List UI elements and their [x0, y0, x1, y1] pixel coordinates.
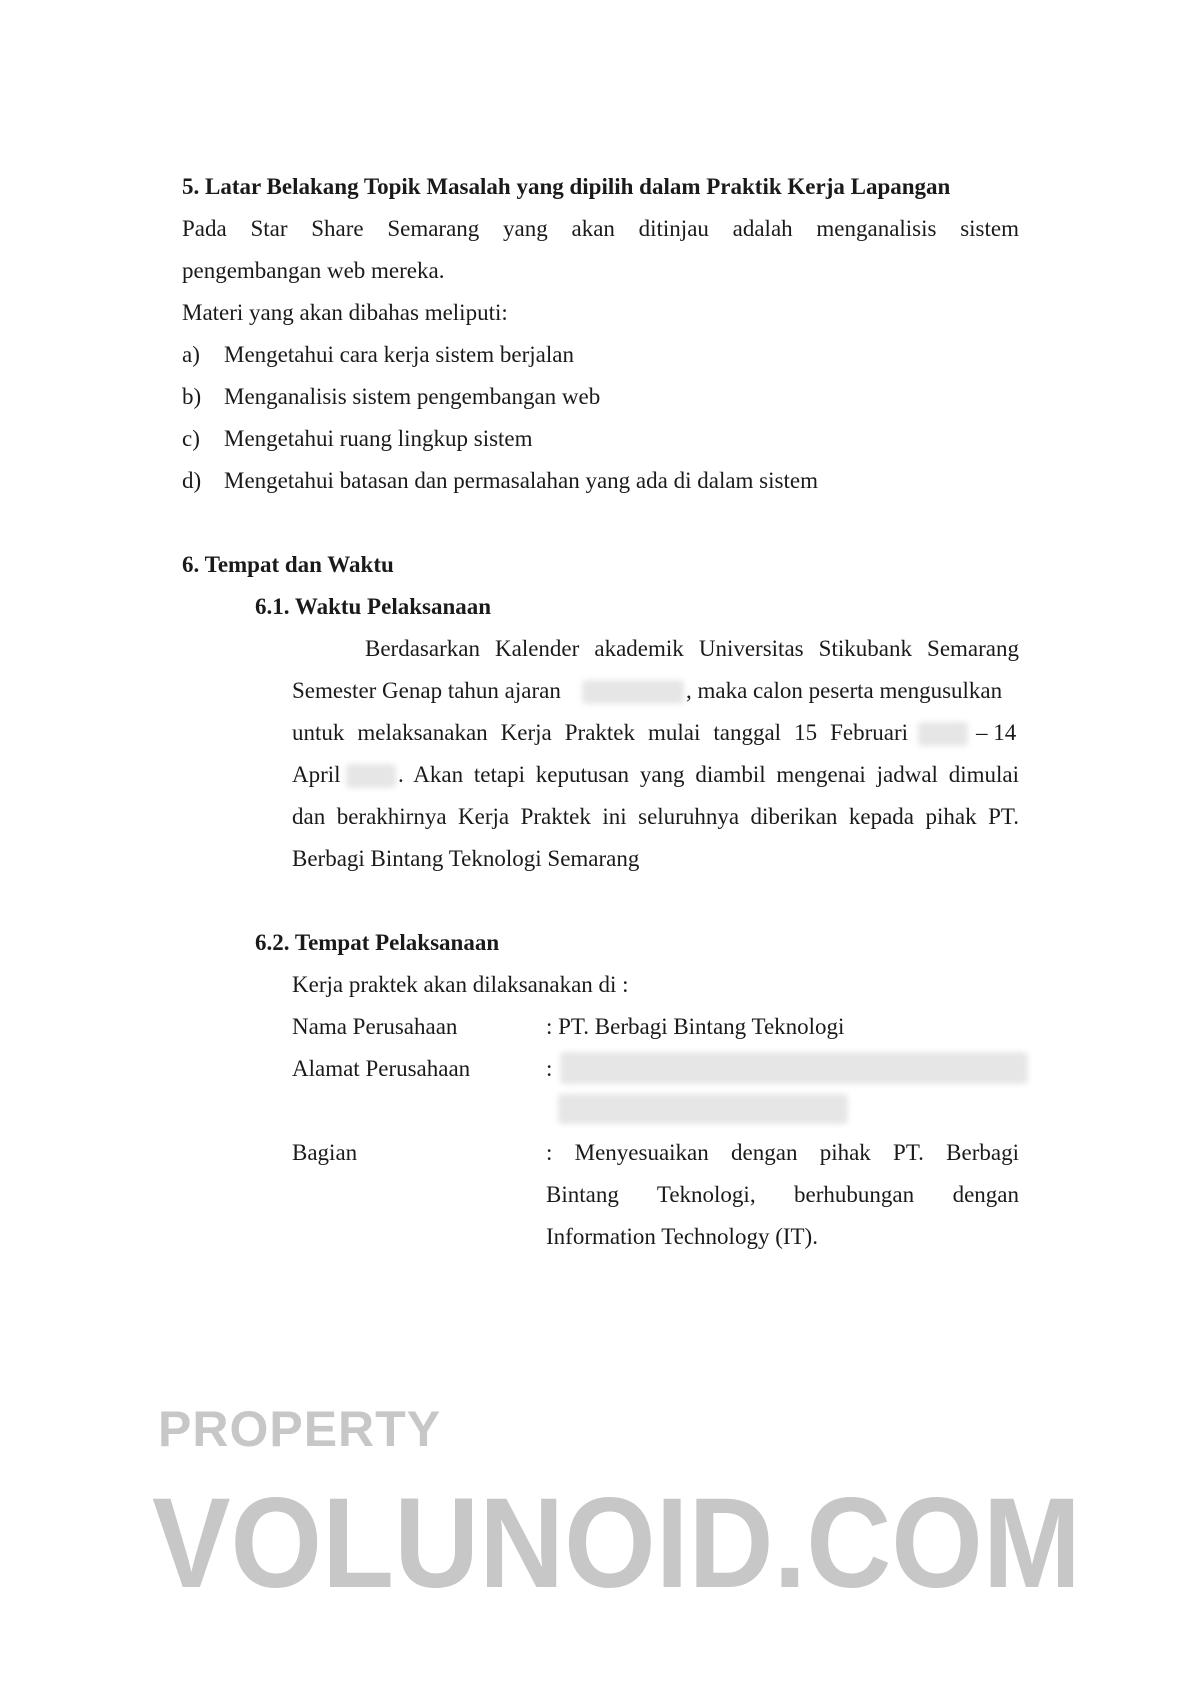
- section-5-heading: 5. Latar Belakang Topik Masalah yang dipilih dalam Praktik Kerja Lapangan: [182, 174, 951, 199]
- redacted-address-line2: [558, 1094, 848, 1124]
- list-marker: d): [182, 468, 202, 493]
- waktu-line2-a: Semester Genap tahun ajaran: [292, 678, 561, 703]
- section-5-paragraph-line2: pengembangan web mereka.: [182, 258, 445, 283]
- section-6-2-heading: 6.2. Tempat Pelaksanaan: [255, 930, 500, 955]
- tempat-intro: Kerja praktek akan dilaksanakan di :: [292, 972, 629, 997]
- waktu-line2-b: , maka calon peserta mengusulkan: [686, 678, 1003, 703]
- redacted-year: [346, 764, 396, 788]
- waktu-line6: Berbagi Bintang Teknologi Semarang: [292, 846, 640, 871]
- list-marker: a): [182, 342, 200, 367]
- section-6-heading: 6. Tempat dan Waktu: [182, 552, 394, 577]
- waktu-line3-b: – 14: [976, 720, 1017, 745]
- waktu-line1: Berdasarkan Kalender akademik Universitas Stikubank Semarang: [365, 636, 1019, 661]
- section-6-1-heading: 6.1. Waktu Pelaksanaan: [255, 594, 492, 619]
- waktu-line3-a: untuk melaksanakan Kerja Praktek mulai tanggal 15 Februari: [292, 720, 908, 745]
- watermark-site: VOLUNOID.COM: [152, 1472, 1081, 1615]
- list-item: Mengetahui batasan dan permasalahan yang ada di dalam sistem: [224, 468, 818, 493]
- row-label: Bagian: [292, 1140, 358, 1165]
- waktu-line4-b: . Akan tetapi keputusan yang diambil mengenai jadwal dimulai: [398, 762, 1019, 787]
- row-value: Information Technology (IT).: [546, 1224, 818, 1249]
- redacted-year: [918, 722, 968, 746]
- redacted-address-line1: [560, 1052, 1028, 1084]
- list-item: Menganalisis sistem pengembangan web: [224, 384, 601, 409]
- list-marker: c): [182, 426, 200, 451]
- row-value: Bintang Teknologi, berhubungan dengan: [546, 1182, 1019, 1207]
- list-item: Mengetahui ruang lingkup sistem: [224, 426, 533, 451]
- section-5-paragraph-line1: Pada Star Share Semarang yang akan ditinjau adalah menganalisis sistem: [182, 216, 1019, 241]
- redacted-year: [582, 680, 684, 704]
- list-item: Mengetahui cara kerja sistem berjalan: [224, 342, 574, 367]
- watermark-property: PROPERTY: [158, 1401, 442, 1457]
- waktu-line5: dan berakhirnya Kerja Praktek ini seluruhnya diberikan kepada pihak PT.: [292, 804, 1019, 829]
- row-label: Alamat Perusahaan: [292, 1056, 471, 1081]
- row-value: : PT. Berbagi Bintang Teknologi: [546, 1014, 845, 1039]
- list-marker: b): [182, 384, 202, 409]
- waktu-line4-a: April: [292, 762, 341, 787]
- row-value: :: [546, 1056, 553, 1081]
- section-5-intro: Materi yang akan dibahas meliputi:: [182, 300, 508, 325]
- row-value: : Menyesuaikan dengan pihak PT. Berbagi: [546, 1140, 1019, 1165]
- row-label: Nama Perusahaan: [292, 1014, 458, 1039]
